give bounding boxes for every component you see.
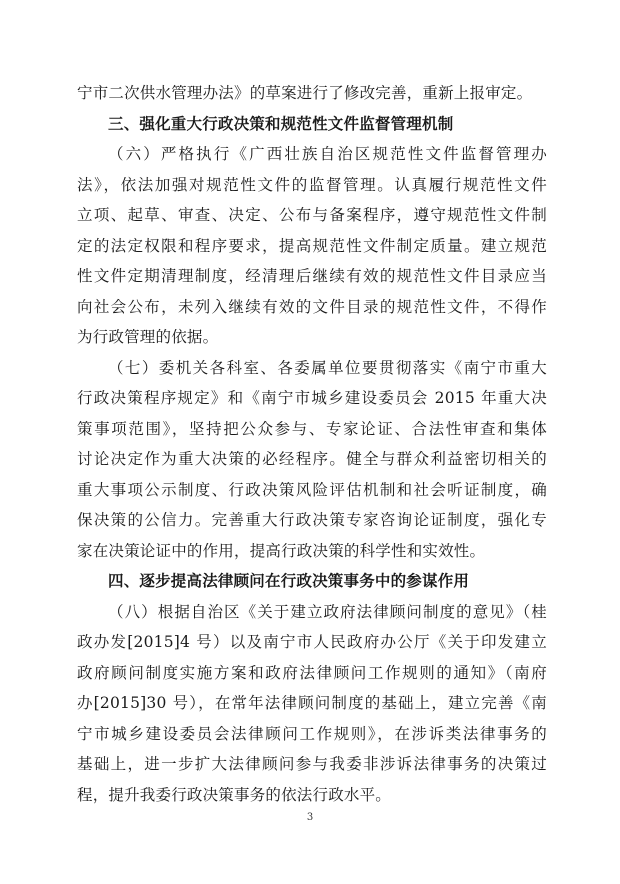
paragraph-line: （六）严格执行《广西壮族自治区规范性文件监督管理办 <box>108 145 547 163</box>
paragraph-line: （八）根据自治区《关于建立政府法律顾问制度的意见》（桂 <box>108 602 547 621</box>
paragraph-line: 政府顾问制度实施方案和政府法律顾问工作规则的通知》（南府 <box>77 663 547 682</box>
paragraph-line: 讨论决定作为重大决策的必经程序。健全与群众利益密切相关的 <box>77 450 547 468</box>
paragraph-line: 为行政管理的依据。 <box>77 328 219 346</box>
paragraph-line: 策事项范围》，坚持把公众参与、专家论证、合法性审查和集体 <box>77 419 547 438</box>
paragraph-line: 定的法定权限和程序要求，提高规范性文件制定质量。建立规范 <box>77 236 547 255</box>
paragraph-line: 行政决策程序规定》和《南宁市城乡建设委员会 2015 年重大决 <box>77 389 547 407</box>
paragraph-line: 立项、起草、审查、决定、公布与备案程序，遵守规范性文件制 <box>77 206 547 224</box>
paragraph-line: 政办发[2015]4 号）以及南宁市人民政府办公厅《关于印发建立 <box>77 633 547 651</box>
paragraph-line: 法》，依法加强对规范性文件的监督管理。认真履行规范性文件 <box>77 175 547 194</box>
paragraph-line: 基础上，进一步扩大法律顾问参与我委非涉诉法律事务的决策过 <box>77 755 547 773</box>
paragraph-line: 家在决策论证中的作用，提高行政决策的科学性和实效性。 <box>77 541 486 560</box>
document-body <box>77 78 547 810</box>
paragraph-line: 宁市城乡建设委员会法律顾问工作规则》，在涉诉类法律事务的 <box>77 724 547 743</box>
paragraph-line: 性文件定期清理制度，经清理后继续有效的规范性文件目录应当 <box>77 267 547 285</box>
section-heading-3: 三、强化重大行政决策和规范性文件监督管理机制 <box>108 113 454 133</box>
paragraph-line: （七）委机关各科室、各委属单位要贯彻落实《南宁市重大 <box>108 358 547 377</box>
paragraph-line: 办[2015]30 号），在常年法律顾问制度的基础上，建立完善《南 <box>77 694 547 712</box>
paragraph-line: 保决策的公信力。完善重大行政决策专家咨询论证制度，强化专 <box>77 511 547 529</box>
paragraph-line: 程，提升我委行政决策事务的依法行政水平。 <box>77 785 392 804</box>
page-number: 3 <box>306 812 314 823</box>
section-heading-4: 四、逐步提高法律顾问在行政决策事务中的参谋作用 <box>108 571 470 590</box>
paragraph-line: 重大事项公示制度、行政决策风险评估机制和社会听证制度，确 <box>77 480 547 499</box>
paragraph-line: 宁市二次供水管理办法》的草案进行了修改完善，重新上报审定。 <box>77 84 533 102</box>
paragraph-line: 向社会公布，未列入继续有效的文件目录的规范性文件，不得作 <box>77 297 547 316</box>
